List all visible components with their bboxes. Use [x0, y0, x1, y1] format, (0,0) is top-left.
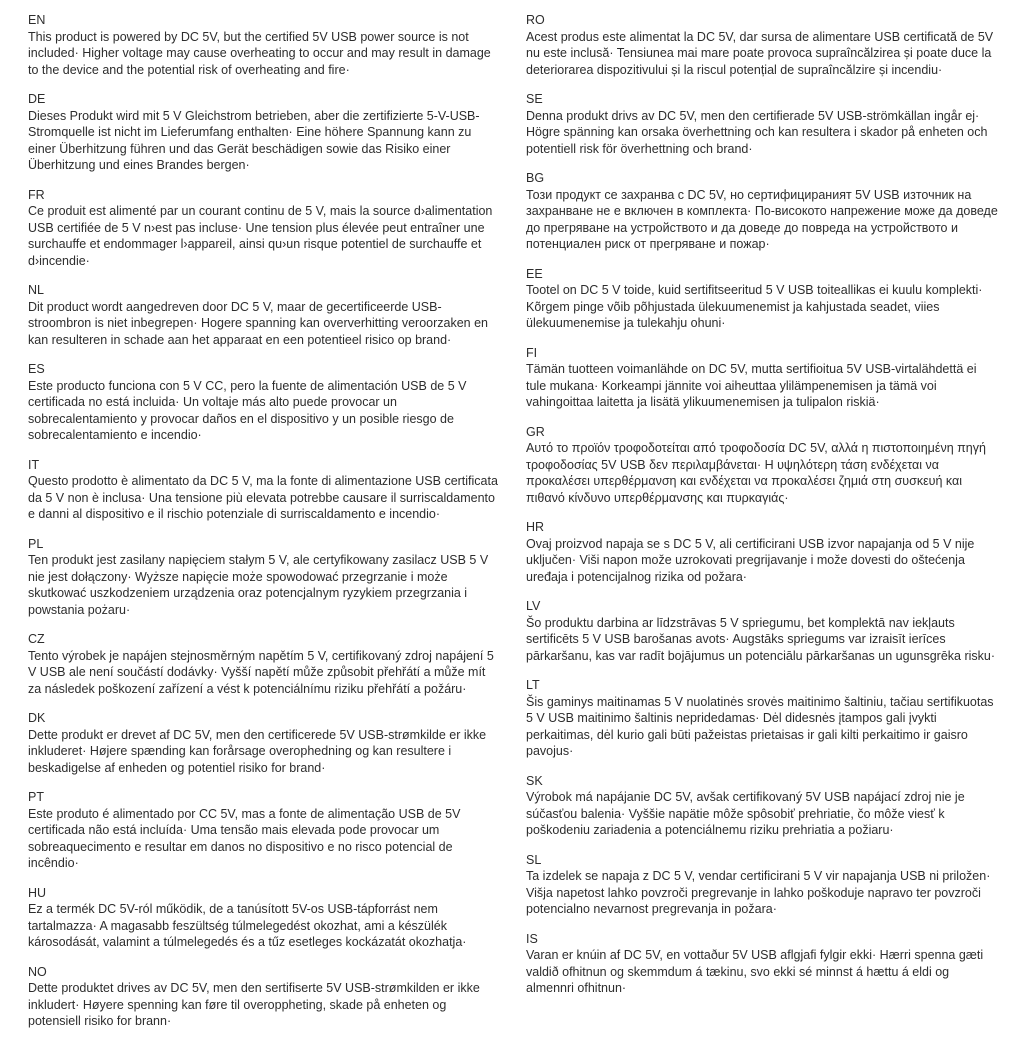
lang-code-fi: FI [526, 345, 538, 360]
lang-code-is: IS [526, 931, 538, 946]
lang-code-en: EN [28, 13, 46, 27]
lang-code-se: SE [526, 92, 543, 106]
lang-section-fr [28, 187, 502, 270]
lang-text-nl: Dit product wordt aangedreven door DC 5 V, maar de gecertificeerde USB-stroombron is niet inbegrepen· Hogere spanning kan oververhitting veroorzaken en kan resulteren in schade aan het apparaat en een potentieel risico op brand· [28, 299, 488, 347]
lang-section-fi [526, 345, 1000, 411]
lang-text-lt: Šis gaminys maitinamas 5 V nuolatinės srovės maitinimo šaltiniu, tačiau sertifikuotas 5 V USB maitinimo šaltinis nepridedamas· Dėl didesnės įtampos gali įvykti perkaitimas, dėl kurio gali būti pažeistas prietaisas ir gali kilti perkaitimo ir gaisro pavojus· [526, 694, 994, 758]
lang-code-hr: HR [526, 520, 545, 534]
lang-text-ee: Tootel on DC 5 V toide, kuid sertifitseeritud 5 V USB toiteallikas ei kuulu komplekti· Kõrgem pinge võib põhjustada ülekuumenemist ja kahjustada seadet, viies ülekuumenemise ja tulekahju ohuni· [526, 283, 983, 330]
right-column [526, 12, 1000, 1043]
lang-text-fr: Ce produit est alimenté par un courant continu de 5 V, mais la source d›alimentation USB certifiée de 5 V n›est pas incluse· Une tension plus élevée peut entraîner une surchauffe et endommager l›appareil, ainsi qu›un risque potentiel de surchauffe et d›incendie· [28, 204, 493, 268]
lang-section-dk [28, 710, 502, 776]
lang-code-sk: SK [526, 773, 543, 788]
lang-code-fr: FR [28, 187, 45, 202]
lang-code-pt: PT [28, 790, 44, 804]
lang-section-en [28, 12, 502, 78]
lang-text-is: Varan er knúin af DC 5V, en vottaður 5V USB aflgjafi fylgir ekki· Hærri spenna gæti valdið ofhitnun og skemmdum á tækinu, svo ekki sé minnst á hættu á eldi og almennri ofhitnun· [526, 948, 984, 995]
lang-section-se [526, 91, 1000, 157]
lang-section-cz [28, 631, 502, 697]
lang-text-fi: Tämän tuotteen voimanlähde on DC 5V, mutta sertifioitua 5V USB-virtalähdettä ei tule mukana· Korkeampi jännite voi aiheuttaa ylilämpenemisen ja tämä voi vahingoittaa laitetta ja lisätä ylikuumenemisen ja tulipalon riskiä· [526, 362, 977, 409]
lang-section-no [28, 964, 502, 1030]
lang-code-lt: LT [526, 678, 540, 692]
lang-code-pl: PL [28, 536, 44, 551]
lang-text-pt: Este produto é alimentado por CC 5V, mas a fonte de alimentação USB de 5V certificada não está incluída· Uma tensão mais elevada pode provocar um sobreaquecimento e resultar em danos no dispositivo e no risco potencial de incêndio· [28, 806, 461, 870]
lang-section-hu [28, 885, 502, 951]
lang-code-cz: CZ [28, 632, 45, 646]
lang-text-bg: Този продукт се захранва с DC 5V, но сертифицираният 5V USB източник на захранване не е включен в комплекта· По-високото напрежение може да доведе до прегряване на устройството и да доведе до повреда на устройството и потенциален риск от прегряване и пожар· [526, 187, 998, 251]
lang-code-no: NO [28, 964, 47, 979]
lang-code-lv: LV [526, 599, 541, 613]
lang-text-gr: Αυτό το προϊόν τροφοδοτείται από τροφοδοσία DC 5V, αλλά η πιστοποιημένη πηγή τροφοδοσίας 5V USB δεν περιλαμβάνεται· Η υψηλότερη τάση ενδέχεται να προκαλέσει υπερθέρμανση και ενδέχεται να προκαλέσει ζημιά στη συσκευή και πιθανό κίνδυνο υπερθέρμανσης και πυρκαγιάς· [526, 441, 986, 505]
lang-text-dk: Dette produkt er drevet af DC 5V, men den certificerede 5V USB-strømkilde er ikke inkluderet· Højere spænding kan forårsage overophedning og kan resultere i beskadigelse af enheden og potentiel risiko for brand· [28, 727, 487, 775]
lang-text-no: Dette produktet drives av DC 5V, men den sertifiserte 5V USB-strømkilden er ikke inkludert· Høyere spenning kan føre til overoppheting, skade på enheten og potensiell risiko for brann· [28, 981, 480, 1028]
lang-section-de [28, 91, 502, 174]
lang-section-pt [28, 789, 502, 872]
lang-code-bg: BG [526, 171, 545, 185]
lang-text-hr: Ovaj proizvod napaja se s DC 5 V, ali certificirani USB izvor napajanja od 5 V nije uključen· Viši napon može uzrokovati pregrijavanje i može dovesti do oštećenja uređaja i potencijalnog rizika od požara· [526, 536, 975, 584]
lang-text-de: Dieses Produkt wird mit 5 V Gleichstrom betrieben, aber die zertifizierte 5-V-USB-Stromquelle ist nicht im Lieferumfang enthalten· Eine höhere Spannung kann zu einer Überhitzung führen und das Gerät beschädigen sowie das Risiko einer Überhitzung und eines Brandes bergen· [28, 108, 480, 172]
lang-section-nl [28, 282, 502, 348]
lang-code-nl: NL [28, 283, 44, 297]
lang-code-es: ES [28, 362, 45, 376]
lang-text-pl: Ten produkt jest zasilany napięciem stałym 5 V, ale certyfikowany zasilacz USB 5 V nie jest dołączony· Wyższe napięcie może spowodować przegrzanie i może skutkować uszkodzeniem urządzenia oraz potencjalnym ryzykiem przegrzania i powstania pożaru· [28, 553, 489, 617]
lang-text-es: Este producto funciona con 5 V CC, pero la fuente de alimentación USB de 5 V certificada no está incluida· Un voltaje más alto puede provocar un sobrecalentamiento y provocar daños en el dispositivo y un posible riesgo de sobrecalentamiento e incendio· [28, 378, 467, 442]
lang-code-gr: GR [526, 424, 545, 439]
lang-code-de: DE [28, 92, 46, 106]
lang-text-ro: Acest produs este alimentat la DC 5V, dar sursa de alimentare USB certificată de 5V nu este inclusă· Tensiunea mai mare poate provoca supraîncălzirea și poate duce la deteriorarea dispozitivului și la riscul potențial de supraîncălzire și incendiu· [526, 29, 994, 77]
lang-section-gr [526, 424, 1000, 507]
lang-text-sk: Výrobok má napájanie DC 5V, avšak certifikovaný 5V USB napájací zdroj nie je súčasťou balenia· Vyššie napätie môže spôsobiť prehriatie, čo môže viesť k poškodeniu zariadenia a potenciálnemu riziku prehriatia a požiaru· [526, 790, 965, 837]
lang-section-bg [526, 170, 1000, 253]
lang-code-dk: DK [28, 711, 46, 725]
lang-code-ro: RO [526, 13, 545, 27]
lang-section-sl [526, 852, 1000, 918]
lang-section-pl [28, 536, 502, 619]
lang-section-es [28, 361, 502, 444]
lang-section-lt [526, 677, 1000, 760]
lang-text-it: Questo prodotto è alimentato da DC 5 V, ma la fonte di alimentazione USB certificata da 5 V non è inclusa· Una tensione più elevata potrebbe causare il surriscaldamento e danni al dispositivo e il rischio potenziale di surriscaldamento e incendio· [28, 474, 498, 521]
lang-text-sl: Ta izdelek se napaja z DC 5 V, vendar certificirani 5 V vir napajanja USB ni priložen· Višja napetost lahko povzroči pregrevanje in lahko poškoduje napravo ter povzroči potencialno nevarnost pregrevanja in požara· [526, 869, 991, 916]
lang-section-ro [526, 12, 1000, 78]
lang-text-hu: Ez a termék DC 5V-ról működik, de a tanúsított 5V-os USB-tápforrást nem tartalmazza· A magasabb feszültség túlmelegedést okozhat, ami a készülék károsodását, valamint a túlmelegedés és a tűz esetleges kockázatát okozhatja· [28, 902, 467, 949]
lang-code-hu: HU [28, 885, 47, 900]
lang-section-it [28, 457, 502, 523]
lang-code-sl: SL [526, 852, 542, 867]
lang-code-it: IT [28, 457, 40, 472]
lang-code-ee: EE [526, 266, 543, 281]
lang-section-ee [526, 266, 1000, 332]
lang-section-hr [526, 519, 1000, 585]
lang-section-sk [526, 773, 1000, 839]
lang-text-cz: Tento výrobek je napájen stejnosměrným napětím 5 V, certifikovaný zdroj napájení 5 V USB ale není součástí dodávky· Vyšší napětí může způsobit přehřátí a může mít za následek poškození zařízení a vést k potenciálnímu riziku přehřátí a požáru· [28, 648, 494, 696]
lang-text-en: This product is powered by DC 5V, but the certified 5V USB power source is not included· Higher voltage may cause overheating to occur and may result in damage to the device and the potential risk of overheating and fire· [28, 29, 491, 77]
lang-section-lv [526, 598, 1000, 664]
left-column [28, 12, 502, 1043]
lang-text-se: Denna produkt drivs av DC 5V, men den certifierade 5V USB-strömkällan ingår ej· Högre spänning kan orsaka överhettning och kan resultera i skador på enheten och potentiell risk för överhettning och brand· [526, 108, 988, 156]
lang-text-lv: Šo produktu darbina ar līdzstrāvas 5 V spriegumu, bet komplektā nav iekļauts sertificēts 5 V USB barošanas avots· Augstāks spriegums var izraisīt ierīces pārkaršanu, kas var radīt bojājumus un potenciālu pārkaršanas un ugunsgrēka risku· [526, 615, 996, 663]
lang-section-is [526, 931, 1000, 997]
